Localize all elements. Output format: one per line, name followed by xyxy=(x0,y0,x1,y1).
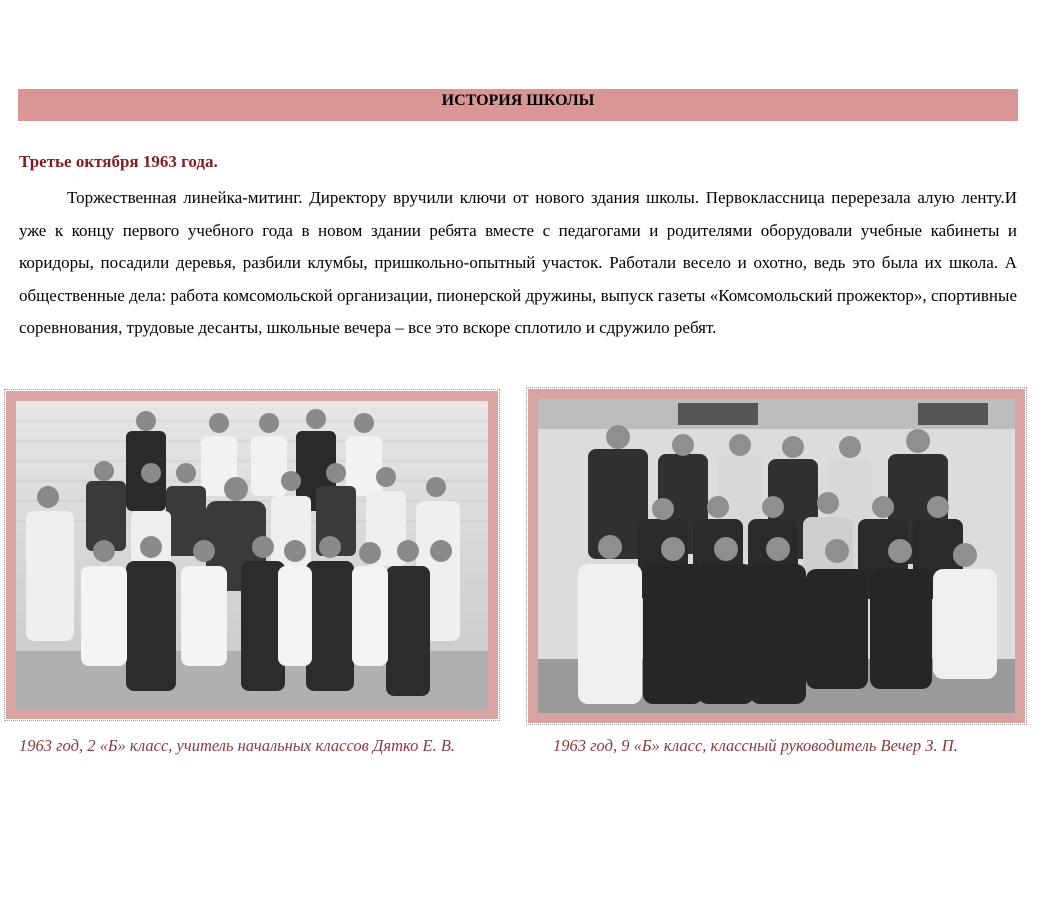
class-photo-2b xyxy=(16,401,488,709)
photo-frame-2 xyxy=(528,389,1025,723)
date-heading: Третье октября 1963 года. xyxy=(19,152,218,171)
article-paragraph: Торжественная линейка-митинг. Директору вручили ключи от нового здания школы. Первоклассница перерезала алую ленту.И уже к концу первого учебного года в новом здании ребята вместе с педагогами и родителями оборудовали учебные кабинеты и коридоры, посадили деревья, разбили клумбы, пришкольно-опытный участок. Работали весело и охотно, ведь это была их школа. А общественные дела: работа комсомольской организации, пионерской дружины, выпуск газеты «Комсомольский прожектор», спортивные соревнования, трудовые десанты, школьные вечера – все это вскоре сплотило и сдружило ребят. xyxy=(19,188,1017,337)
photo-caption-2: 1963 год, 9 «Б» класс, классный руководитель Вечер З. П. xyxy=(553,736,958,755)
title-bar xyxy=(18,89,1018,121)
photo-caption-1: 1963 год, 2 «Б» класс, учитель начальных классов Дятко Е. В. xyxy=(19,736,456,755)
class-photo-9b xyxy=(538,399,1015,713)
photo-frame-1 xyxy=(6,391,498,719)
page-title: ИСТОРИЯ ШКОЛЫ xyxy=(441,92,595,109)
